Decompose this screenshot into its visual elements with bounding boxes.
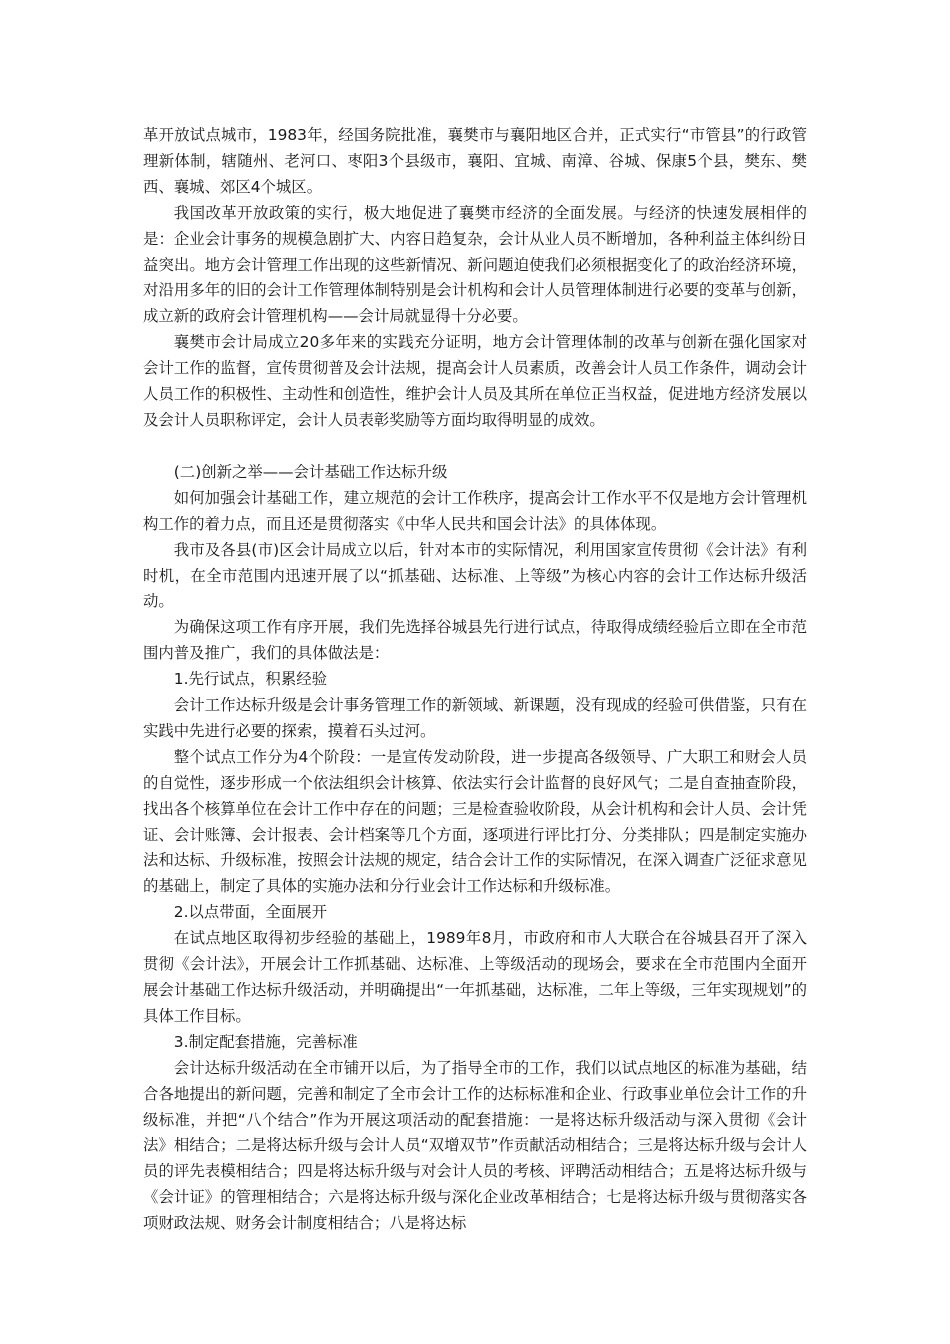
document-body bbox=[143, 123, 807, 1237]
paragraph: 我国改革开放政策的实行，极大地促进了襄樊市经济的全面发展。与经济的快速发展相伴的是：企业会计事务的规模急剧扩大、内容日趋复杂，会计从业人员不断增加，各种利益主体纠纷日益突出。地方会计管理工作出现的这些新情况、新问题迫使我们必须根据变化了的政治经济环境，对沿用多年的旧的会计工作管理体制特别是会计机构和会计人员管理体制进行必要的变革与创新，成立新的政府会计管理机构——会计局就显得十分必要。 bbox=[143, 203, 807, 326]
paragraph: 整个试点工作分为4个阶段：一是宣传发动阶段，进一步提高各级领导、广大职工和财会人员的自觉性，逐步形成一个依法组织会计核算、依法实行会计监督的良好风气；二是自查抽查阶段，找出各个核算单位在会计工作中存在的问题；三是检查验收阶段，从会计机构和会计人员、会计凭证、会计账簿、会计报表、会计档案等几个方面，逐项进行评比打分、分类排队；四是制定实施办法和达标、升级标准，按照会计法规的规定，结合会计工作的实际情况，在深入调查广泛征求意见的基础上，制定了具体的实施办法和分行业会计工作达标和升级标准。 bbox=[143, 747, 807, 896]
paragraph: 会计工作达标升级是会计事务管理工作的新领域、新课题，没有现成的经验可供借鉴，只有在实践中先进行必要的探索，摸着石头过河。 bbox=[143, 696, 807, 740]
paragraph: 襄樊市会计局成立20多年来的实践充分证明，地方会计管理体制的改革与创新在强化国家对会计工作的监督，宣传贯彻普及会计法规，提高会计人员素质，改善会计人员工作条件，调动会计人员工作的积极性、主动性和创造性，维护会计人员及其所在单位正当权益，促进地方经济发展以及会计人员职称评定，会计人员表彰奖励等方面均取得明显的成效。 bbox=[143, 333, 807, 429]
paragraph: 3.制定配套措施，完善标准 bbox=[173, 1032, 358, 1051]
paragraph: 如何加强会计基础工作，建立规范的会计工作秩序，提高会计工作水平不仅是地方会计管理机构工作的着力点，而且还是贯彻落实《中华人民共和国会计法》的具体体现。 bbox=[143, 488, 807, 533]
paragraph: 为确保这项工作有序开展，我们先选择谷城县先行进行试点，待取得成绩经验后立即在全市范围内普及推广，我们的具体做法是： bbox=[143, 618, 807, 663]
paragraph: 2.以点带面，全面展开 bbox=[173, 903, 327, 922]
paragraph: 我市及各县(市)区会计局成立以后，针对本市的实际情况，利用国家宣传贯彻《会计法》有利时机，在全市范围内迅速开展了以“抓基础、达标准、上等级”为核心内容的会计工作达标升级活动。 bbox=[143, 540, 807, 611]
section-heading: (二)创新之举——会计基础工作达标升级 bbox=[173, 462, 448, 481]
paragraph: 会计达标升级活动在全市铺开以后，为了指导全市的工作，我们以试点地区的标准为基础，结合各地提出的新问题，完善和制定了全市会计工作的达标标准和企业、行政事业单位会计工作的升级标准，并把“八个结合”作为开展这项活动的配套措施：一是将达标升级活动与深入贯彻《会计法》相结合；二是将达标升级与会计人员“双增双节”作贡献活动相结合；三是将达标升级与会计人员的评先表模相结合；四是将达标升级与对会计人员的考核、评聘活动相结合；五是将达标升级与《会计证》的管理相结合；六是将达标升级与深化企业改革相结合；七是将达标升级与贯彻落实各项财政法规、财务会计制度相结合；八是将达标 bbox=[143, 1058, 807, 1233]
paragraph: 在试点地区取得初步经验的基础上，1989年8月，市政府和市人大联合在谷城县召开了深入贯彻《会计法》，开展会计工作抓基础、达标准、上等级活动的现场会，要求在全市范围内全面开展会计基础工作达标升级活动，并明确提出“一年抓基础，达标准，二年上等级，三年实现规划”的具体工作目标。 bbox=[143, 929, 807, 1025]
paragraph: 革开放试点城市，1983年，经国务院批准，襄樊市与襄阳地区合并，正式实行“市管县”的行政管理新体制，辖随州、老河口、枣阳3个县级市，襄阳、宜城、南漳、谷城、保康5个县，樊东、樊西、襄城、郊区4个城区。 bbox=[143, 126, 807, 196]
paragraph: 1.先行试点，积累经验 bbox=[173, 670, 327, 689]
